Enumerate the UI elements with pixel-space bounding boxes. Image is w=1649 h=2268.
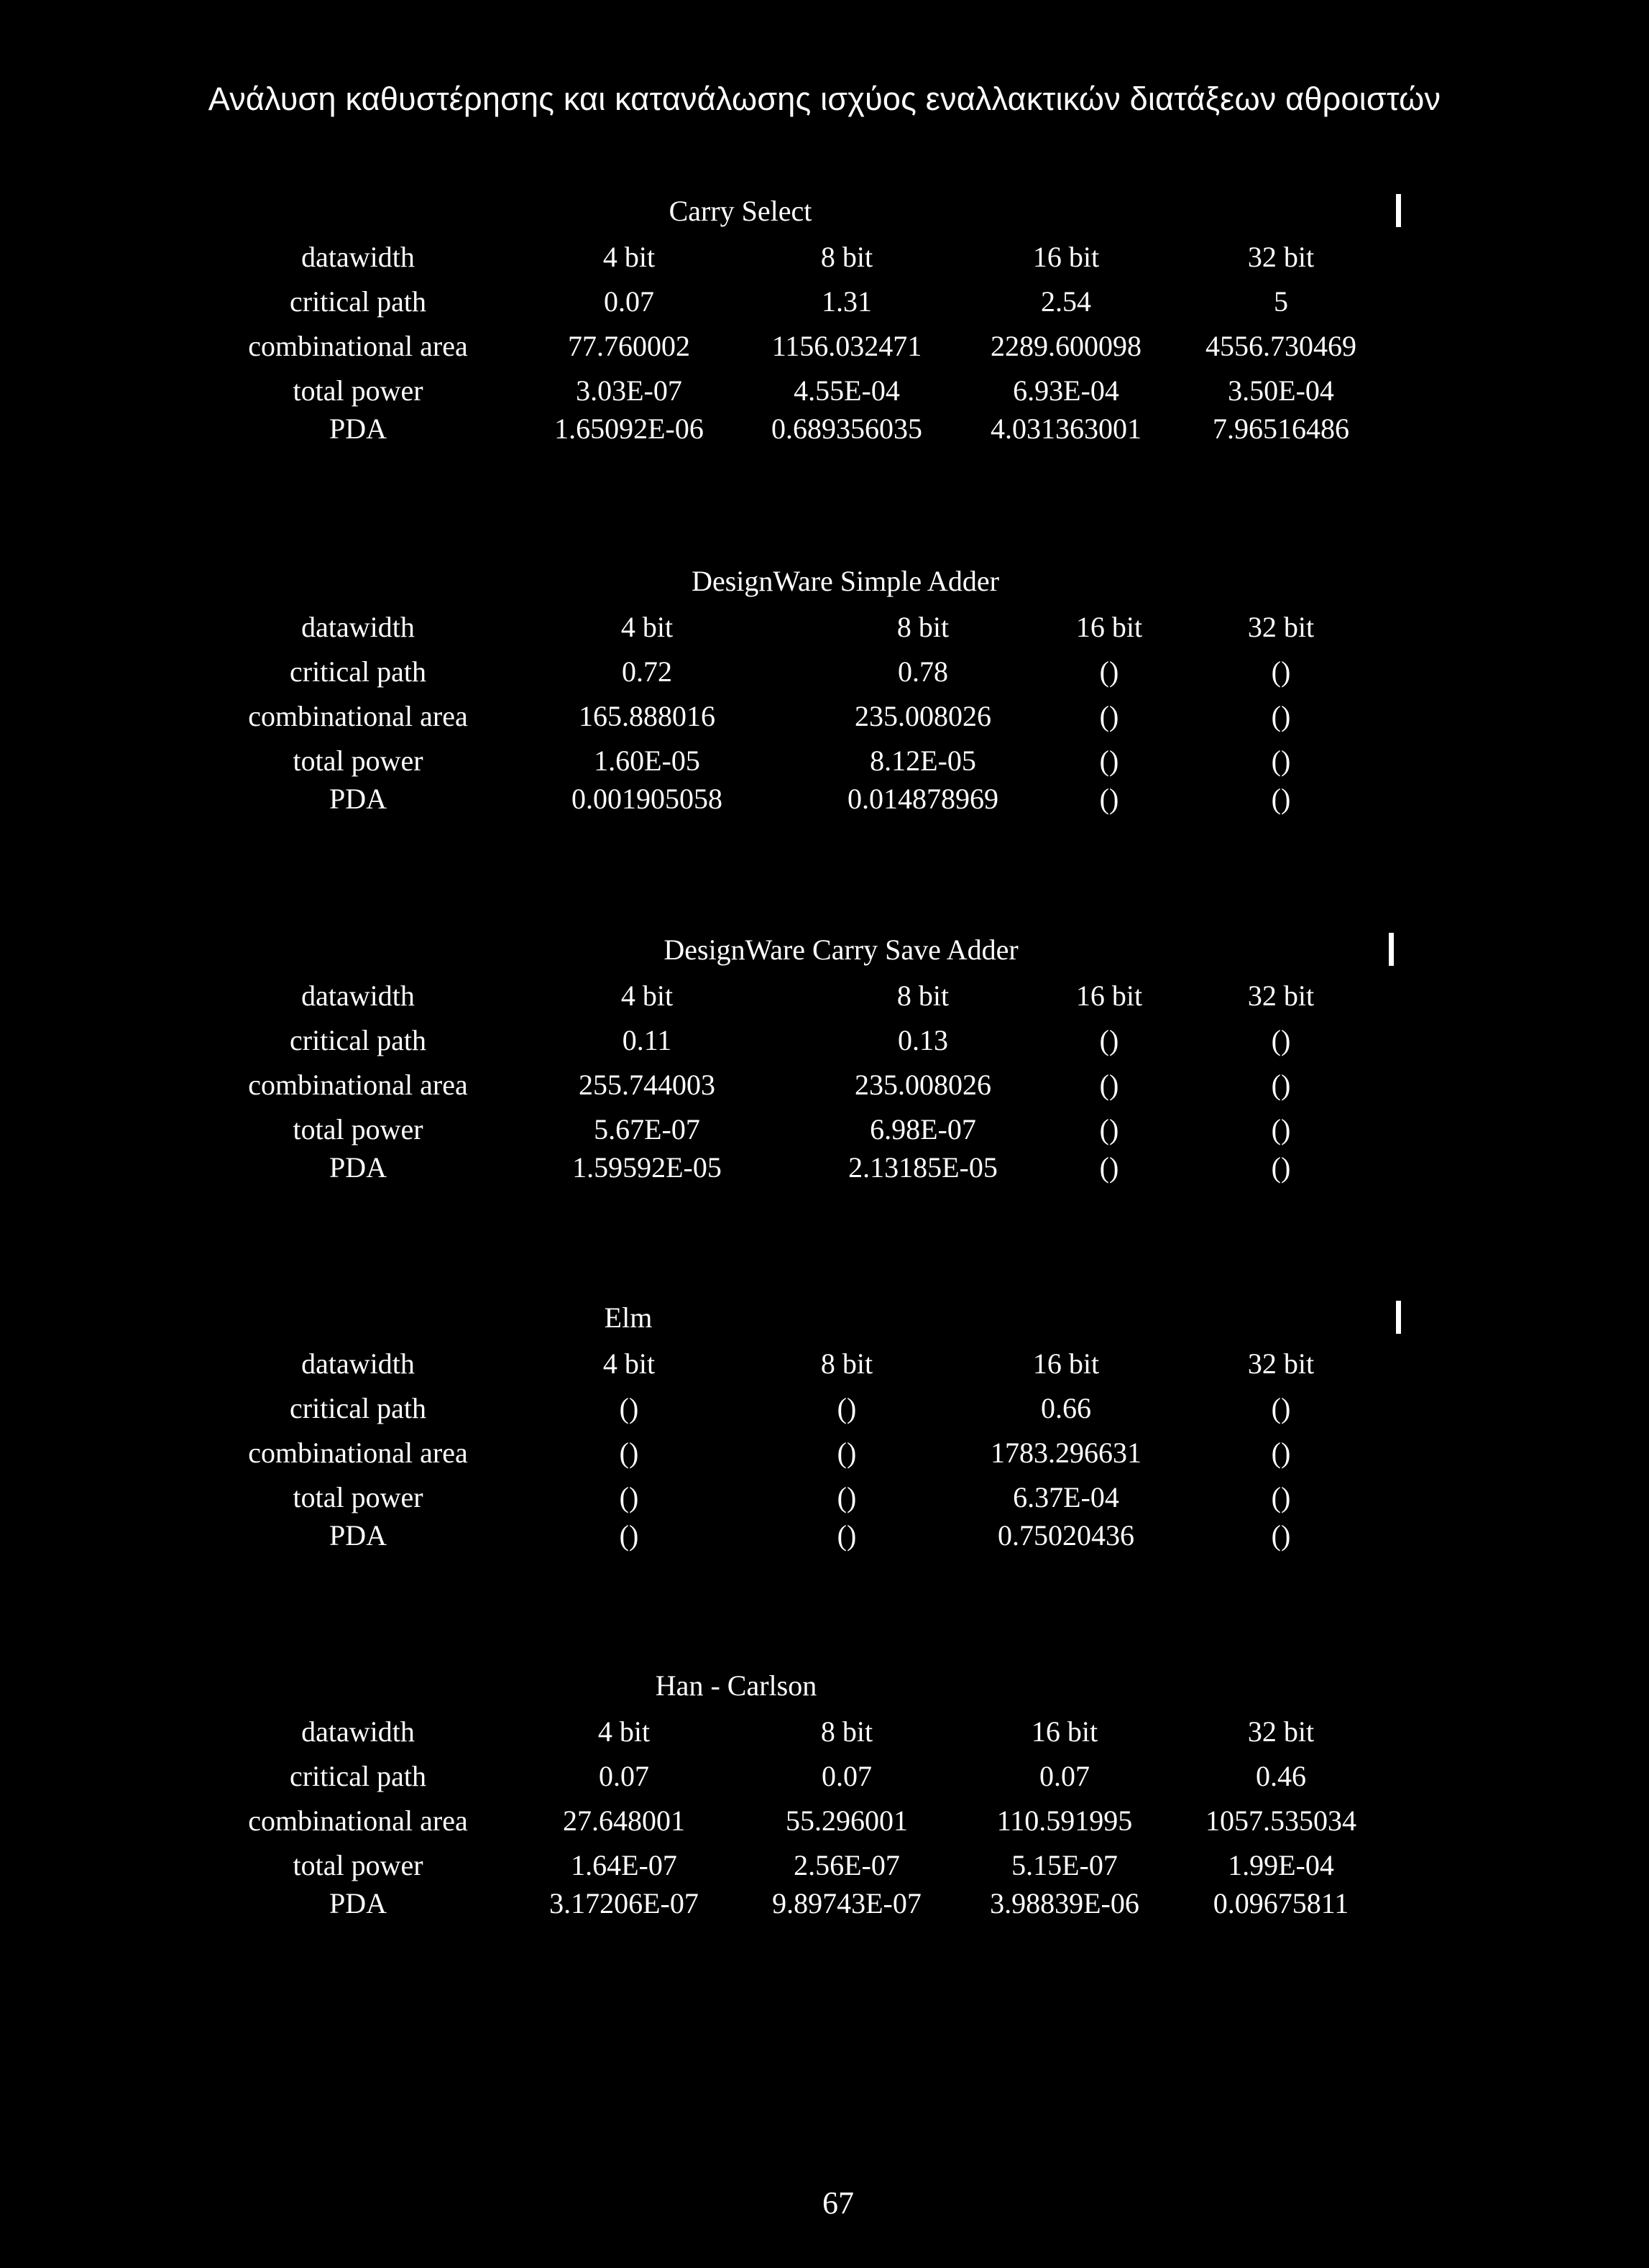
cell: () xyxy=(837,1437,857,1469)
table-row xyxy=(0,329,1649,368)
row-label: combinational area xyxy=(248,1069,468,1101)
table-row xyxy=(0,240,1649,279)
row-label: PDA xyxy=(329,412,387,445)
cell: 32 bit xyxy=(1247,1347,1315,1380)
cell: 0.78 xyxy=(898,655,948,688)
table-elm xyxy=(0,1301,1649,1603)
cell: () xyxy=(619,1481,639,1513)
table-title: Elm xyxy=(604,1301,653,1334)
table-row xyxy=(0,744,1649,783)
table-title: Han - Carlson xyxy=(655,1669,817,1702)
cell: 6.37E-04 xyxy=(1013,1481,1119,1513)
table-designware-simple-adder xyxy=(0,564,1649,866)
table-row xyxy=(0,1391,1649,1430)
cell: 32 bit xyxy=(1247,611,1315,643)
table-row xyxy=(0,285,1649,323)
cell: 0.75020436 xyxy=(998,1519,1134,1552)
cell: 16 bit xyxy=(1075,611,1143,643)
row-label: datawidth xyxy=(301,979,415,1012)
cell: 0.07 xyxy=(599,1760,649,1792)
cell: 8 bit xyxy=(820,1715,873,1748)
table-row xyxy=(0,1715,1649,1753)
cell: () xyxy=(837,1519,857,1552)
cell: () xyxy=(1099,700,1119,732)
cell: 8 bit xyxy=(820,241,873,273)
table-row xyxy=(0,1804,1649,1843)
row-label: combinational area xyxy=(248,700,468,732)
cell: 32 bit xyxy=(1247,1715,1315,1748)
page-title: Ανάλυση καθυστέρησης και κατανάλωσης ισχύος εναλλακτικών διατάξεων αθροιστών xyxy=(208,80,1441,117)
row-label: datawidth xyxy=(301,1715,415,1748)
table-row xyxy=(0,1347,1649,1386)
cell: () xyxy=(1271,700,1291,732)
cell: () xyxy=(1271,1519,1291,1552)
cell: () xyxy=(1099,1024,1119,1056)
cell: 4556.730469 xyxy=(1205,330,1356,362)
row-label: critical path xyxy=(290,655,426,688)
cell: 16 bit xyxy=(1075,979,1143,1012)
cell: 0.07 xyxy=(822,1760,872,1792)
cell: 4 bit xyxy=(620,979,674,1012)
cell: 0.07 xyxy=(1039,1760,1090,1792)
cell: 0.07 xyxy=(604,285,654,318)
table-row xyxy=(0,1112,1649,1151)
row-label: datawidth xyxy=(301,241,415,273)
cell: 16 bit xyxy=(1032,241,1100,273)
cell: 2.13185E-05 xyxy=(848,1151,998,1184)
cell: () xyxy=(1099,655,1119,688)
cell: 0.13 xyxy=(898,1024,948,1056)
row-label: total power xyxy=(293,1113,423,1145)
row-label: total power xyxy=(293,1481,423,1513)
table-row xyxy=(0,699,1649,738)
cell: 5.67E-07 xyxy=(594,1113,700,1145)
table-row xyxy=(0,782,1649,821)
cell: () xyxy=(1271,1024,1291,1056)
cell: 1783.296631 xyxy=(991,1437,1142,1469)
cell: 0.001905058 xyxy=(571,783,722,815)
row-label: PDA xyxy=(329,1887,387,1919)
cell: 235.008026 xyxy=(855,700,991,732)
cell: 9.89743E-07 xyxy=(772,1887,922,1919)
cell: 3.17206E-07 xyxy=(549,1887,699,1919)
cell: 8 bit xyxy=(820,1347,873,1380)
cell: 4 bit xyxy=(620,611,674,643)
table-row xyxy=(0,1518,1649,1557)
cell: () xyxy=(619,1519,639,1552)
table-row xyxy=(0,979,1649,1018)
table-row xyxy=(0,1436,1649,1475)
margin-bar xyxy=(1396,1301,1401,1334)
row-label: critical path xyxy=(290,1392,426,1424)
row-label: datawidth xyxy=(301,611,415,643)
page-number: 67 xyxy=(822,2185,854,2221)
cell: 5.15E-07 xyxy=(1011,1849,1118,1881)
cell: 4.55E-04 xyxy=(794,374,900,407)
table-row xyxy=(0,1848,1649,1887)
cell: 1.99E-04 xyxy=(1228,1849,1334,1881)
cell: () xyxy=(1271,1392,1291,1424)
cell: () xyxy=(1271,655,1291,688)
cell: () xyxy=(1271,1113,1291,1145)
cell: 1.59592E-05 xyxy=(572,1151,722,1184)
table-title: DesignWare Simple Adder xyxy=(692,565,999,597)
table-designware-carry-save-adder xyxy=(0,933,1649,1235)
cell: 16 bit xyxy=(1032,1347,1100,1380)
cell: () xyxy=(1099,783,1119,815)
cell: 8 bit xyxy=(896,611,950,643)
table-row xyxy=(0,1480,1649,1519)
row-label: datawidth xyxy=(301,1347,415,1380)
cell: 1.64E-07 xyxy=(571,1849,677,1881)
cell: 1.31 xyxy=(822,285,872,318)
table-title: DesignWare Carry Save Adder xyxy=(663,934,1019,966)
cell: () xyxy=(619,1392,639,1424)
row-label: PDA xyxy=(329,1519,387,1552)
cell: 3.03E-07 xyxy=(576,374,682,407)
cell: () xyxy=(1099,1151,1119,1184)
cell: 4.031363001 xyxy=(991,412,1142,445)
cell: () xyxy=(619,1437,639,1469)
row-label: combinational area xyxy=(248,1804,468,1837)
cell: 235.008026 xyxy=(855,1069,991,1101)
cell: 32 bit xyxy=(1247,979,1315,1012)
margin-bar xyxy=(1389,933,1394,966)
cell: () xyxy=(1271,1437,1291,1469)
table-carry-select xyxy=(0,194,1649,496)
cell: 16 bit xyxy=(1031,1715,1098,1748)
cell: () xyxy=(1271,1069,1291,1101)
row-label: PDA xyxy=(329,1151,387,1184)
cell: 3.50E-04 xyxy=(1228,374,1334,407)
cell: () xyxy=(1271,1481,1291,1513)
cell: 1.65092E-06 xyxy=(554,412,704,445)
cell: 2.54 xyxy=(1041,285,1091,318)
row-label: critical path xyxy=(290,1760,426,1792)
cell: 2289.600098 xyxy=(991,330,1142,362)
cell: 1057.535034 xyxy=(1205,1804,1356,1837)
cell: 255.744003 xyxy=(579,1069,715,1101)
cell: 4 bit xyxy=(602,241,656,273)
cell: 2.56E-07 xyxy=(794,1849,900,1881)
table-row xyxy=(0,1023,1649,1062)
cell: 6.98E-07 xyxy=(870,1113,976,1145)
cell: 0.46 xyxy=(1256,1760,1306,1792)
cell: () xyxy=(1099,1069,1119,1101)
cell: () xyxy=(1271,783,1291,815)
cell: () xyxy=(1271,745,1291,777)
cell: 0.66 xyxy=(1041,1392,1091,1424)
cell: 4 bit xyxy=(597,1715,651,1748)
cell: 0.014878969 xyxy=(848,783,998,815)
cell: 3.98839E-06 xyxy=(990,1887,1139,1919)
table-row xyxy=(0,1068,1649,1107)
cell: 6.93E-04 xyxy=(1013,374,1119,407)
row-label: total power xyxy=(293,374,423,407)
table-row xyxy=(0,374,1649,412)
cell: 110.591995 xyxy=(996,1804,1133,1837)
cell: () xyxy=(1271,1151,1291,1184)
cell: () xyxy=(1099,1113,1119,1145)
cell: 77.760002 xyxy=(568,330,690,362)
cell: 0.689356035 xyxy=(771,412,922,445)
cell: 1.60E-05 xyxy=(594,745,700,777)
table-row xyxy=(0,1759,1649,1798)
cell: 0.11 xyxy=(622,1024,672,1056)
row-label: combinational area xyxy=(248,330,468,362)
cell: () xyxy=(837,1392,857,1424)
cell: 7.96516486 xyxy=(1213,412,1349,445)
table-row xyxy=(0,1886,1649,1925)
row-label: total power xyxy=(293,745,423,777)
cell: 0.09675811 xyxy=(1213,1887,1349,1919)
cell: 4 bit xyxy=(602,1347,656,1380)
table-title: Carry Select xyxy=(669,195,812,227)
table-han-carlson xyxy=(0,1669,1649,1970)
row-label: PDA xyxy=(329,783,387,815)
table-row xyxy=(0,655,1649,693)
cell: 0.72 xyxy=(622,655,672,688)
cell: 8.12E-05 xyxy=(870,745,976,777)
margin-bar xyxy=(1396,194,1401,227)
cell: 32 bit xyxy=(1247,241,1315,273)
table-row xyxy=(0,1151,1649,1189)
row-label: total power xyxy=(293,1849,423,1881)
cell: 55.296001 xyxy=(786,1804,908,1837)
table-row xyxy=(0,412,1649,451)
cell: 5 xyxy=(1274,285,1288,318)
row-label: critical path xyxy=(290,1024,426,1056)
cell: () xyxy=(837,1481,857,1513)
cell: () xyxy=(1099,745,1119,777)
row-label: combinational area xyxy=(248,1437,468,1469)
cell: 27.648001 xyxy=(563,1804,685,1837)
table-row xyxy=(0,610,1649,649)
cell: 1156.032471 xyxy=(771,330,922,362)
row-label: critical path xyxy=(290,285,426,318)
cell: 165.888016 xyxy=(579,700,715,732)
cell: 8 bit xyxy=(896,979,950,1012)
